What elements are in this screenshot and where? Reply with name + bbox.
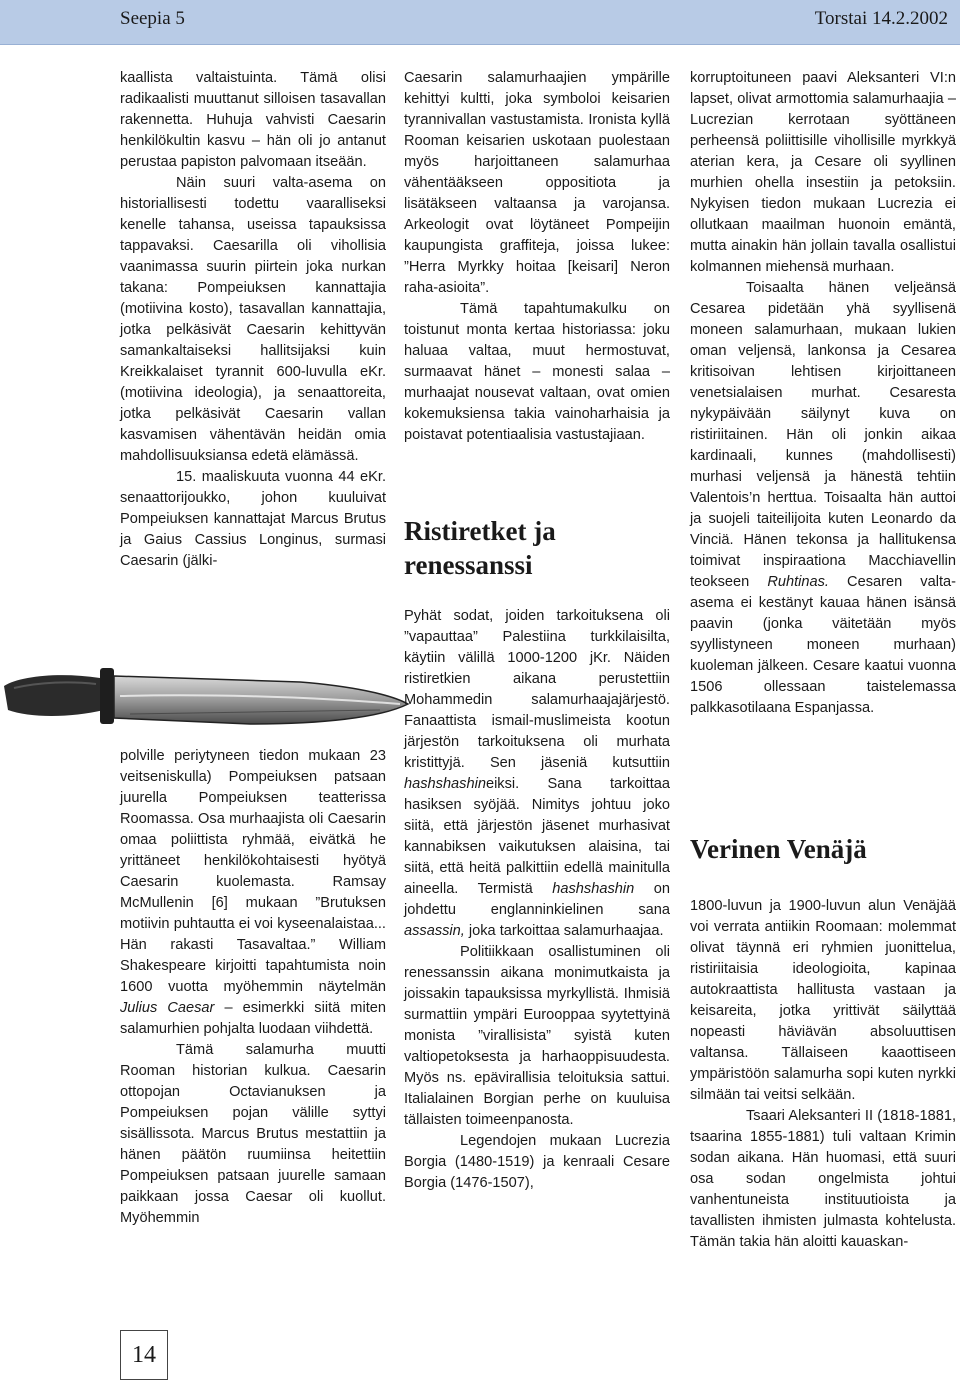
publication-title: Seepia 5	[120, 8, 185, 29]
column-1-top	[120, 68, 386, 572]
column-2-bottom	[404, 606, 670, 1194]
page-number: 14	[120, 1330, 168, 1380]
paragraph: kaallista valtaistuinta. Tämä olisi radikaalisti muuttanut silloisen tasavallan rakennetta. Huhuja vahvisti Caesarin henkilökultin kasvu – hän oli jo antanut perustaa papiston palvomaan itseään.	[120, 70, 386, 170]
paragraph: Toisaalta hänen veljeänsä Cesarea pidetään yhä syyllisenä moneen salamurhaan, mukaan lukien oman veljensä, lankonsa ja Cesarea kritisoivan lehtisen kirjoittaneen venetsialaisen murhat. Cesaresta nykypäivään säilynyt kuva on ristiriitainen. Hän oli jonkin aikaa kardinaali, kunnes (mahdollisesti) murhasi veljensä ja hänestä tehtiin Valentois’n herttua. Toisaalta hän auttoi ja suojeli taiteilijoita kuten Leonardo da Vinciä. Hänen tekonsa ja hallitukensa toimivat inspiraationa Macchiavellin teokseen Ruhtinas. Cesaren valta-asema ei kestänyt kauaa hänen isänsä paavin (jonka väitetään myös syyllistyneen moneen murhaan) kuoleman jälkeen. Cesare kaatui vuonna 1506 ollessaan taistelemassa palkkasotilaana Espanjassa.	[690, 280, 956, 716]
paragraph: 1800-luvun ja 1900-luvun alun Venäjää voi verrata antiikin Roomaan: molemmat olivat täynnä eri ryhmien juonittelua, ristiriitaisia ideologioita, kapinaa autokraattista hallitusta vastaan ja keisareita, jotka yrittivät säilyttää nopeasti häviävän absoluuttisen valtansa. Tällaiseen kaaottiseen ympäristöön salamurha sopi kuten nyrkki silmään tai veitsi selkään.	[690, 898, 956, 1103]
paragraph: Tämä tapahtumakulku on toistunut monta kertaa historiassa: joku haluaa valtaa, muut hermostuvat, surmaavat hänet – monesti salaa – murhaajat nousevat valtaan, ovat omien kokemuksiensa takia vainoharhaisia ja poistavat potentiaalisia vastustajiaan.	[404, 301, 670, 443]
paragraph: Pyhät sodat, joiden tarkoituksena oli ”vapauttaa” Palestiina turkkilaisilta, käytiin välillä 1000-1200 jKr. Näiden ristiretkien aikana perustettiin Mohammedin salamurhaajajärjestö. Fanaattista ismail-muslimeista kootun järjestön tarkoituksena oli murhata kristittyjä. Sen jäseniä kutsuttiin hashshashineiksi. Sana tarkoittaa hasiksen syöjää. Nimitys johtuu joko siitä, että järjestön jäsenet murhasivat kannabiksen vaikutuksen alaisina, tai siitä, että heitä palkittiin edellä mainitulla aineella. Termistä hashshashin on johdettu englanninkielinen sana assassin, joka tarkoittaa salamurhaajaa.	[404, 608, 670, 939]
section-heading: Verinen Venäjä	[690, 834, 867, 864]
paragraph: Politiikkaan osallistuminen oli renessanssin aikana monimutkaista ja joissakin tapauksissa myrkyllistä. Ihmisiä surmattiin ympäri Eurooppaa syytettyinä monista ”virallisista” syistä kuten valtiopetoksesta ja harhaoppisuudesta. Myös ns. epävirallisia teloituksia sattui. Italialainen Borgian perhe on kuuluisa tällaisten toimeenpanosta.	[404, 944, 670, 1128]
column-3-bottom	[690, 896, 956, 1253]
paragraph: Legendojen mukaan Lucrezia Borgia (1480-1519) ja kenraali Cesare Borgia (1476-1507),	[404, 1133, 670, 1191]
column-2-top	[404, 68, 670, 446]
paragraph: Näin suuri valta-asema on historiallisesti todettu vaaralliseksi kenelle tahansa, useissa tapauksissa tappavaksi. Caesarilla oli vihollisia vaanimassa suurin piirtein joka nurkan takana: Pompeiuksen kannattajia (motiivina kosto), tasavallan kannattajia, jotka pelkäsivät Caesarin kehittyvän samankaltaiseksi hallitsijaksi kuin Kreikkalaiset tyrannit 600-luvulla eKr. (motiivina ideologia), ja senaattoreita, jotka pelkäsivät Caesarin vallan kasvamisen vähentävän heidän omia mahdollisuuksiansa edetä elämässä.	[120, 175, 386, 464]
paragraph: Tämä salamurha muutti Rooman historian kulkua. Caesarin ottopojan Octavianuksen ja Pompeiuksen pojan välille syttyi sisällissota. Marcus Brutus mestattiin ja hänen päätön ruumiinsa heitettiin Pompeiuksen patsaan juurelle samaan paikkaan jossa Caesar oli kuollut. Myöhemmin	[120, 1042, 386, 1226]
knife-icon	[0, 648, 410, 740]
paragraph: korruptoituneen paavi Aleksanteri VI:n lapset, olivat armottomia salamurhaajia – Lucrezian kerrotaan syöttäneen perheensä poliittisille vihollisille myrkkyä aterian kera, ja Cesare oli syyllinen murhien ohella insestiin ja petoksiin. Nykyisen tiedon mukaan Lucrezia ei ollutkaan maailman huonoin emäntä, mutta ainakin hän jollain tavalla osallistui kolmannen miehensä murhaan.	[690, 70, 956, 275]
paragraph: 15. maaliskuuta vuonna 44 eKr. senaattorijoukko, johon kuuluivat Pompeiuksen kannattajat Marcus Brutus ja Gaius Cassius Longinus, surmasi Caesarin (jälki-	[120, 469, 386, 569]
paragraph: Caesarin salamurhaajien ympärille kehittyi kultti, joka symboloi keisarien tyrannivallan vastustamista. Ironista kyllä Rooman keisarien uskotaan puolestaan myös harjoittaneen salamurhaa vähentääkseen oppositiota ja lisätäkseen valtaansa ja varojansa. Arkeologit ovat löytäneet Pompeijin kaupungista graffiteja, joissa lukee: ”Herra Myrkky hoitaa [keisari] Neron raha-asioita”.	[404, 70, 670, 296]
paragraph: polville periytyneen tiedon mukaan 23 veitseniskulla) Pompeiuksen patsaan juurella Pompeiuksen teatterissa Roomassa. Osa murhaajista oli Caesarin omaa poliittista ryhmää, eivätkä he yrittäneet henkilökohtaisesti hyötyä Caesarin kuolemasta. Ramsay McMullenin [6] mukaan ”Brutuksen motiivin puhtautta ei voi kyseenalaistaa... Hän rakasti Tasavaltaa.” William Shakespeare kirjoitti tapahtumista noin 1600 vuotta myöhemmin näytelmän Julius Caesar – esimerkki siitä miten salamurhien pohjalta luodaan viihdettä.	[120, 748, 386, 1037]
publication-date: Torstai 14.2.2002	[814, 8, 948, 29]
section-heading: Ristiretket ja renessanssi	[404, 516, 556, 580]
column-3-top	[690, 68, 956, 719]
page-header	[0, 0, 960, 45]
column-1-bottom	[120, 746, 386, 1229]
paragraph: Tsaari Aleksanteri II (1818-1881, tsaarina 1855-1881) tuli valtaan Krimin sodan aikana. Hän huomasi, että suuri osa sodan ongelmista johtui vanhentuneista instituutioista ja tavallisten ihmisten julmasta kohtelusta. Tämän takia hän aloitti kauaskan-	[690, 1108, 956, 1250]
